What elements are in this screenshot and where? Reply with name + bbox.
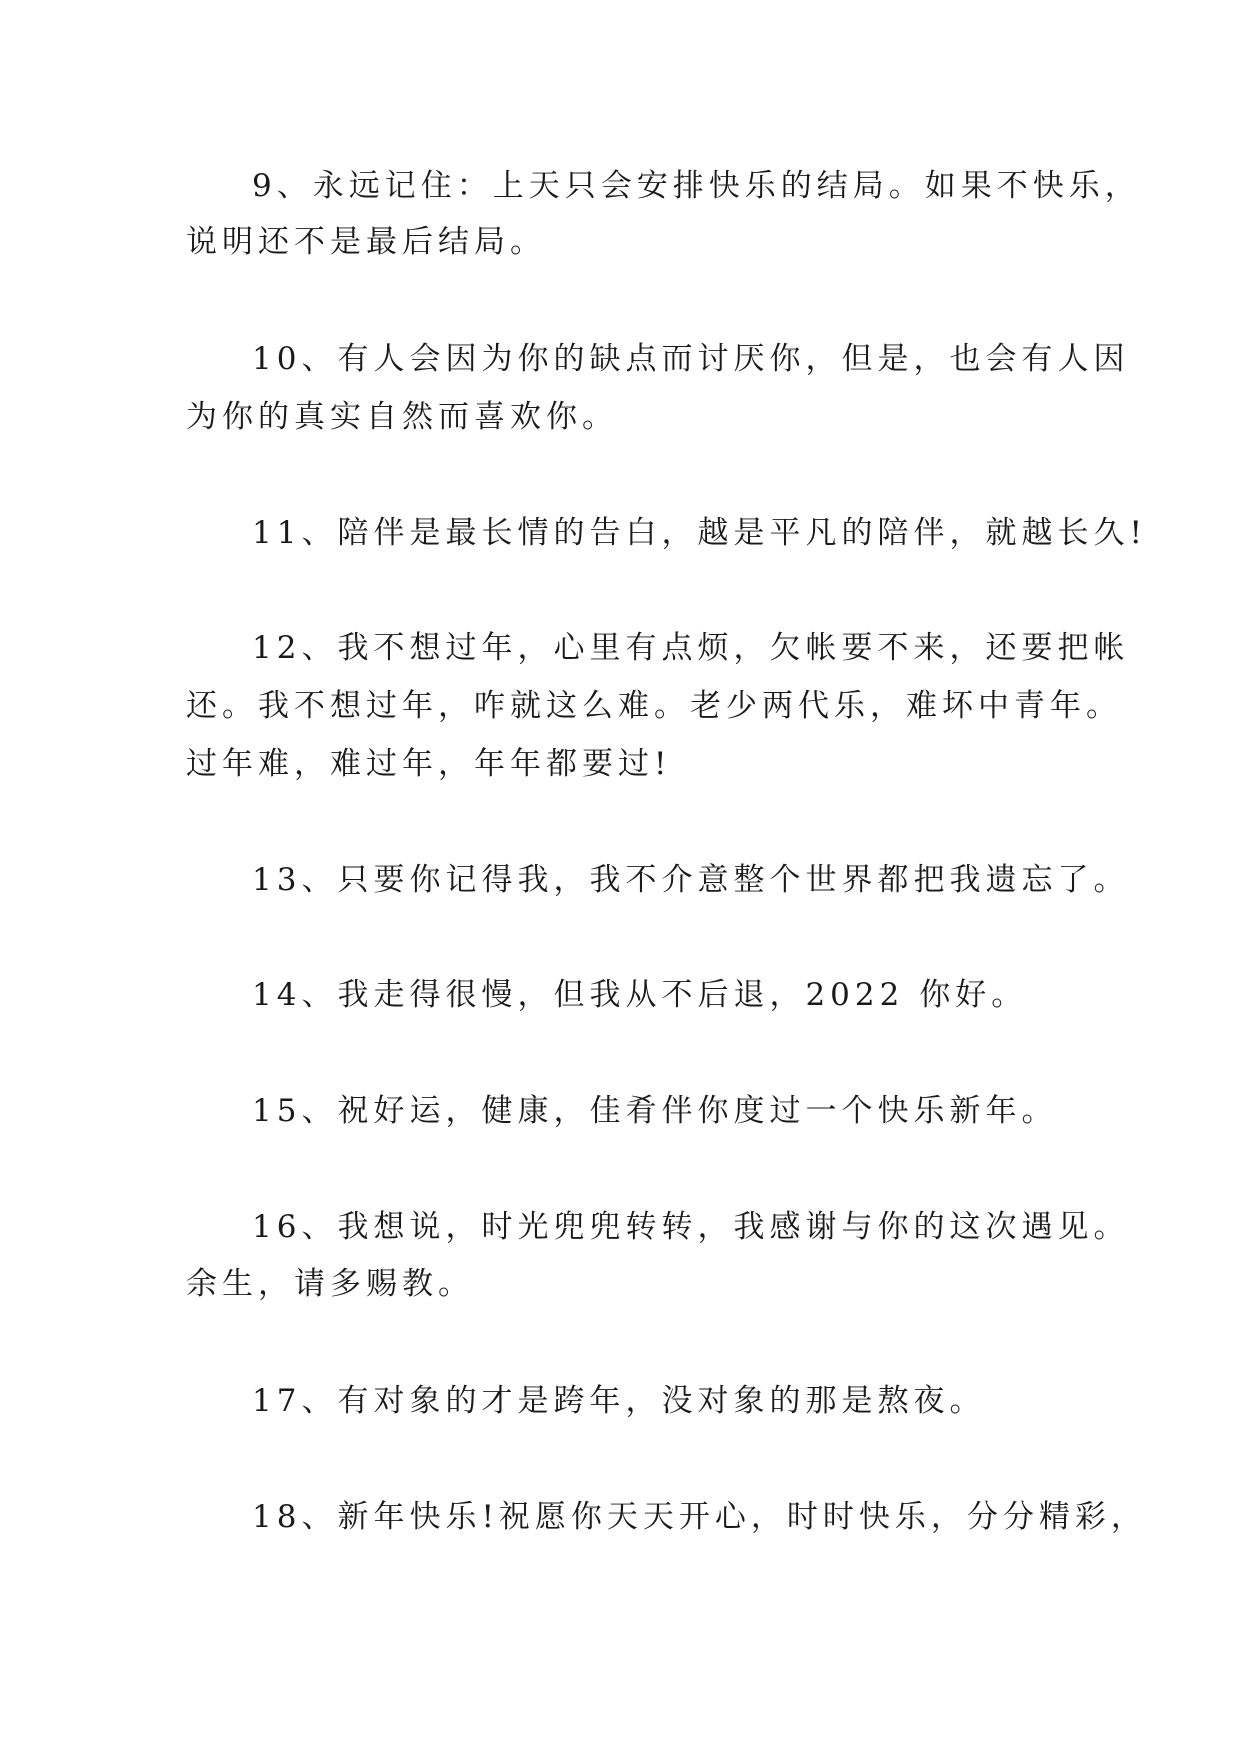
paragraph-line: 14、我走得很慢，但我从不后退，2022 你好。: [252, 977, 1028, 1013]
paragraph-line: 为你的真实自然而喜欢你。: [186, 399, 618, 435]
paragraph-line: 13、只要你记得我，我不介意整个世界都把我遗忘了。: [252, 862, 1130, 898]
paragraph-line: 18、新年快乐!祝愿你天天开心，时时快乐，分分精彩，: [252, 1499, 1147, 1535]
paragraph-line: 9、永远记住：上天只会安排快乐的结局。如果不快乐，: [252, 168, 1141, 204]
paragraph-line: 15、祝好运，健康，佳肴伴你度过一个快乐新年。: [252, 1093, 1058, 1129]
paragraph-line: 说明还不是最后结局。: [186, 224, 546, 260]
paragraph-line: 17、有对象的才是跨年，没对象的那是熬夜。: [252, 1383, 986, 1419]
paragraph-line: 16、我想说，时光兜兜转转，我感谢与你的这次遇见。: [252, 1209, 1130, 1245]
paragraph-line: 过年难，难过年，年年都要过!: [186, 746, 672, 782]
paragraph-line: 11、陪伴是最长情的告白，越是平凡的陪伴，就越长久!: [252, 515, 1147, 551]
paragraph-line: 余生，请多赐教。: [186, 1266, 474, 1302]
paragraph-line: 12、我不想过年，心里有点烦，欠帐要不来，还要把帐: [252, 630, 1130, 666]
paragraph-line: 还。我不想过年，咋就这么难。老少两代乐，难坏中青年。: [186, 688, 1122, 724]
paragraph-line: 10、有人会因为你的缺点而讨厌你，但是，也会有人因: [252, 341, 1130, 377]
